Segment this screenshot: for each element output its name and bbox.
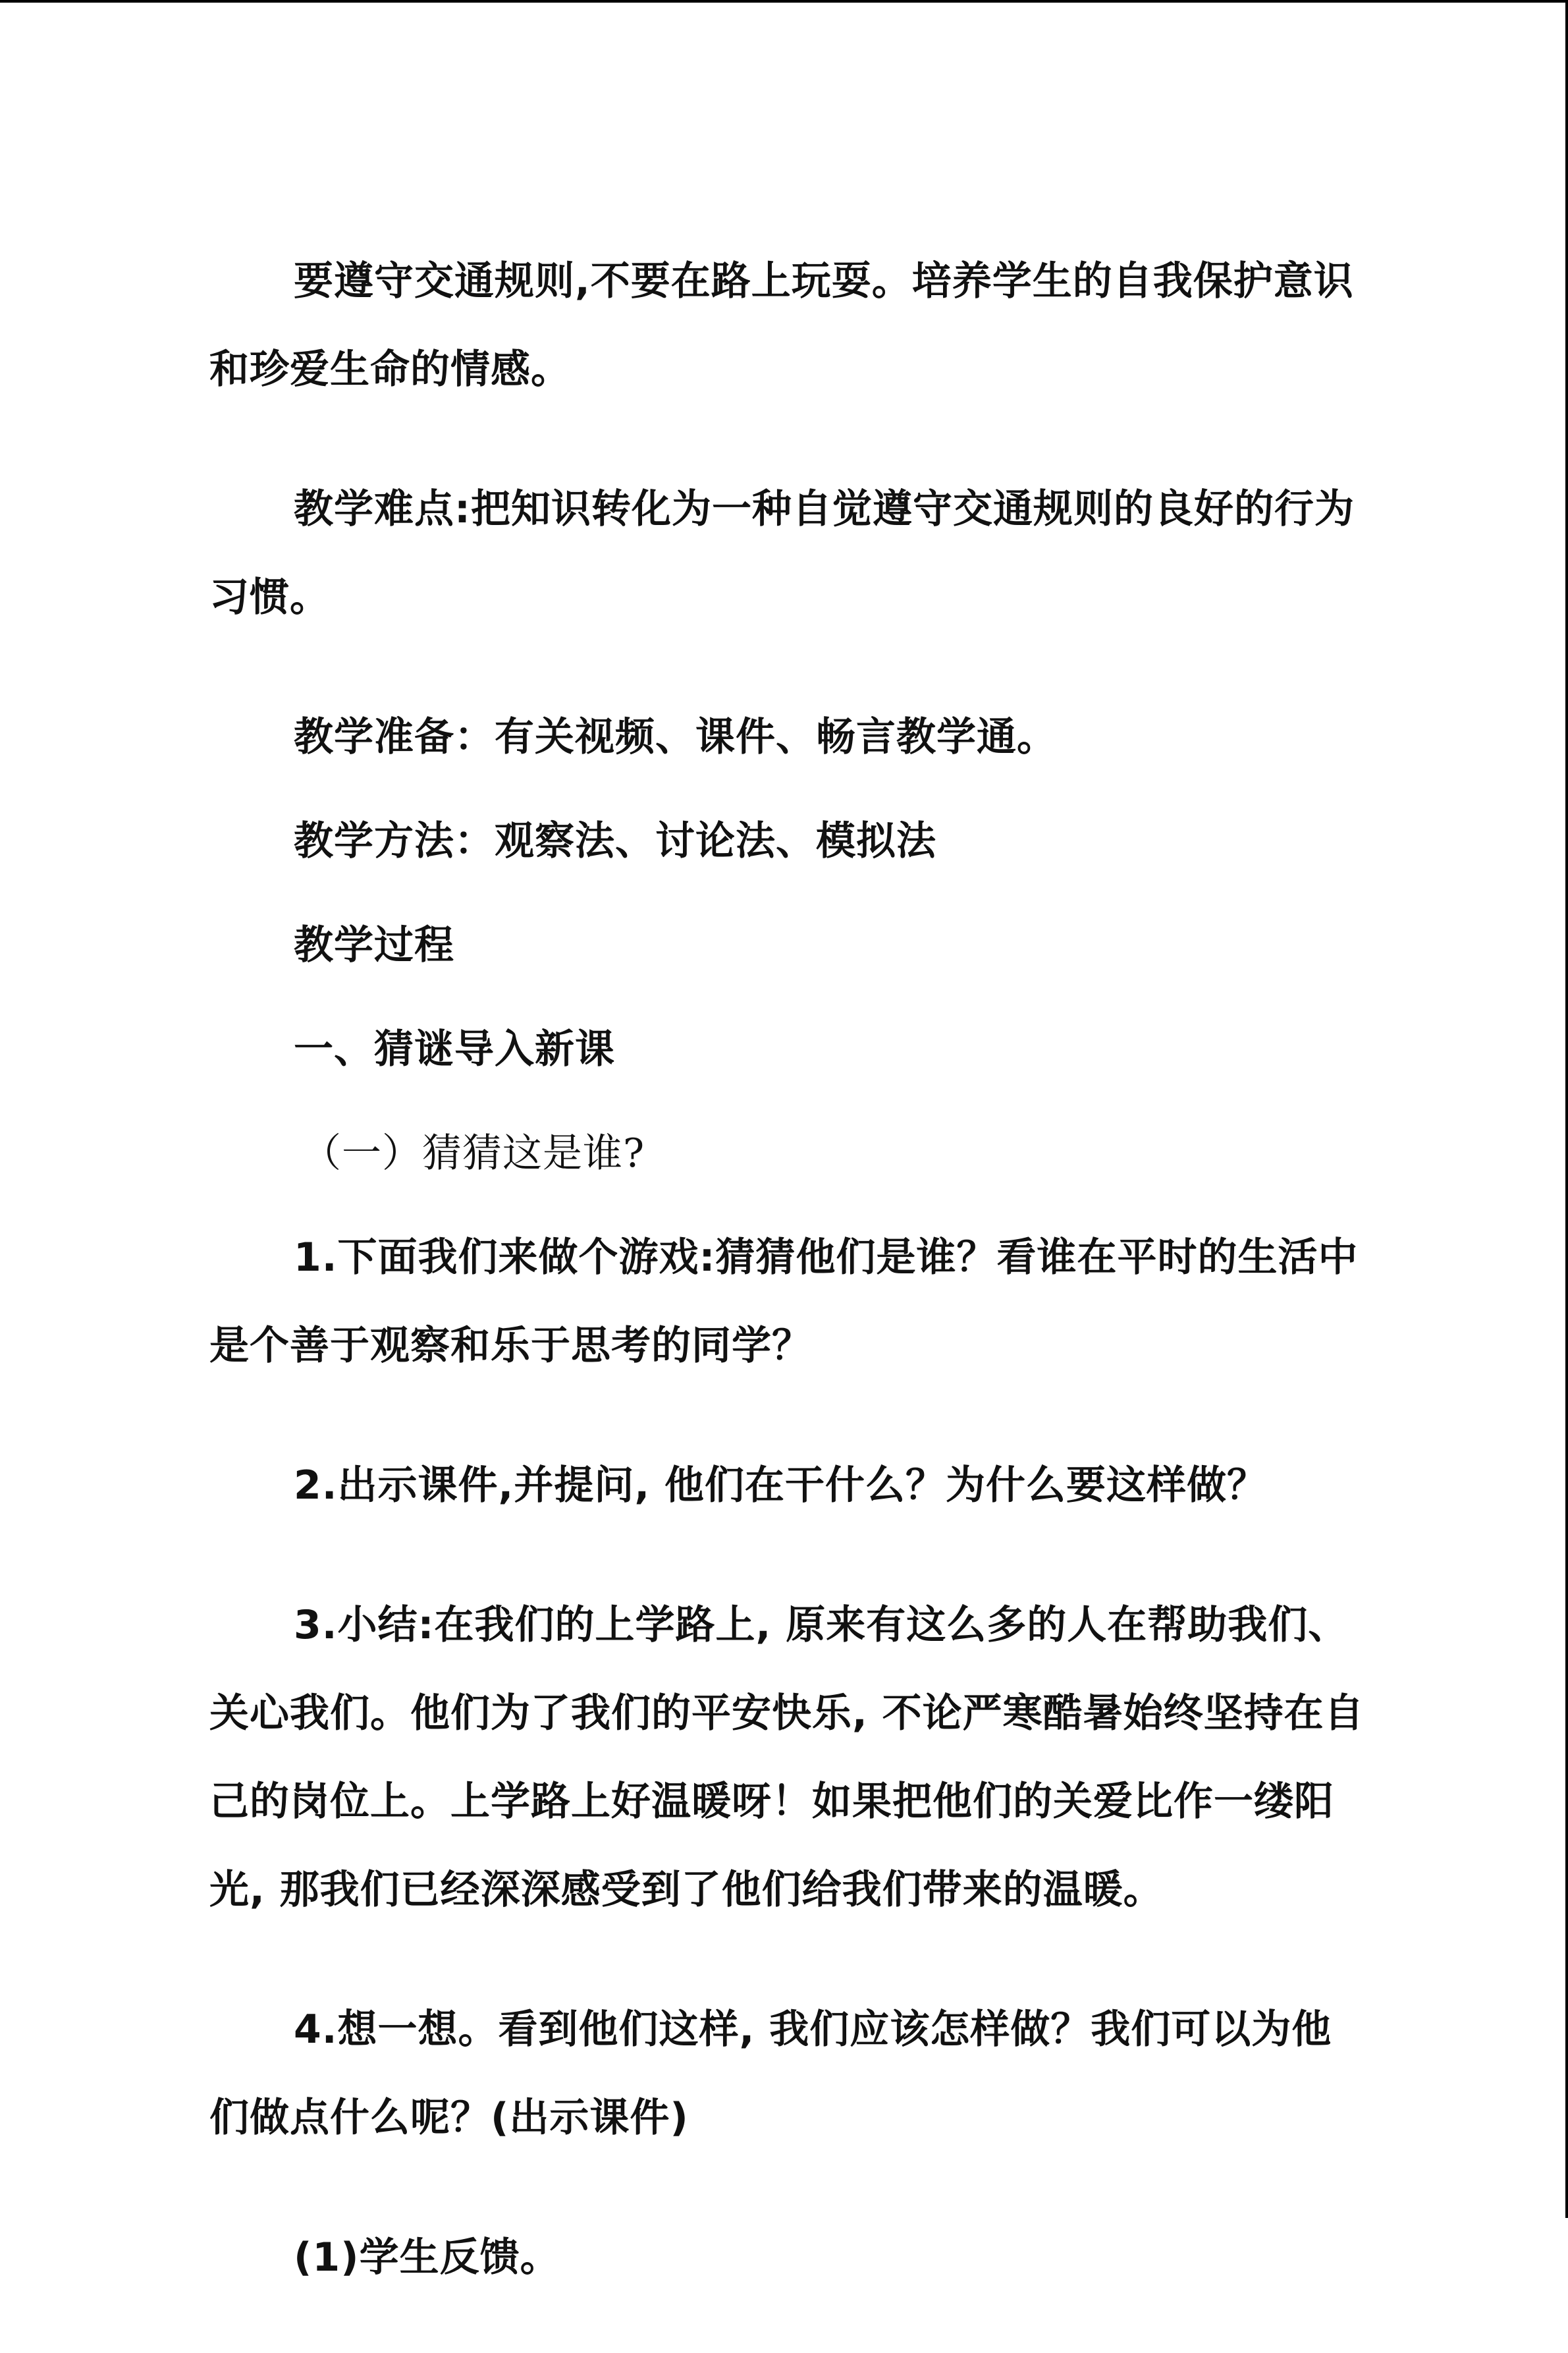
paragraph-teaching-preparation: 教学准备：有关视频、课件、畅言教学通。 [294,714,1057,760]
paragraph-teaching-methods: 教学方法：观察法、讨论法、模拟法 [294,818,936,864]
paragraph-step-1: 1.下面我们来做个游戏:猜猜他们是谁？看谁在平时的生活中是个善于观察和乐于思考的同学？ [209,1234,1359,1369]
heading-riddle-intro: 一、猜谜导入新课 [294,1026,615,1072]
heading-teaching-process: 教学过程 [294,922,454,968]
page-right-border [1565,0,1568,2218]
paragraph-teaching-difficulty: 教学难点:把知识转化为一种自觉遵守交通规则的良好的行为习惯。 [209,486,1355,621]
paragraph-step-4: 4.想一想。看到他们这样, 我们应该怎样做？我们可以为他们做点什么呢？(出示课件) [209,2007,1332,2141]
paragraph-step-3: 3.小结:在我们的上学路上, 原来有这么多的人在帮助我们、关心我们。他们为了我们的平安快乐, 不论严寒酷暑始终坚持在自己的岗位上。上学路上好温暖呀！如果把他们的关爱比作一缕阳光, 那我们已经深深感受到了他们给我们带来的温暖。 [209,1602,1365,1913]
paragraph-student-feedback: (1)学生反馈。 [294,2234,560,2281]
paragraph-step-2: 2.出示课件,并提问, 他们在干什么？为什么要这样做？ [294,1462,1268,1509]
document-body [209,237,1368,2353]
paragraph-safety-awareness: 要遵守交通规则,不要在路上玩耍。培养学生的自我保护意识和珍爱生命的情感。 [209,258,1354,393]
page-top-border [0,0,1568,3]
subheading-guess-who: （一）猜猜这是谁? [302,1130,645,1176]
